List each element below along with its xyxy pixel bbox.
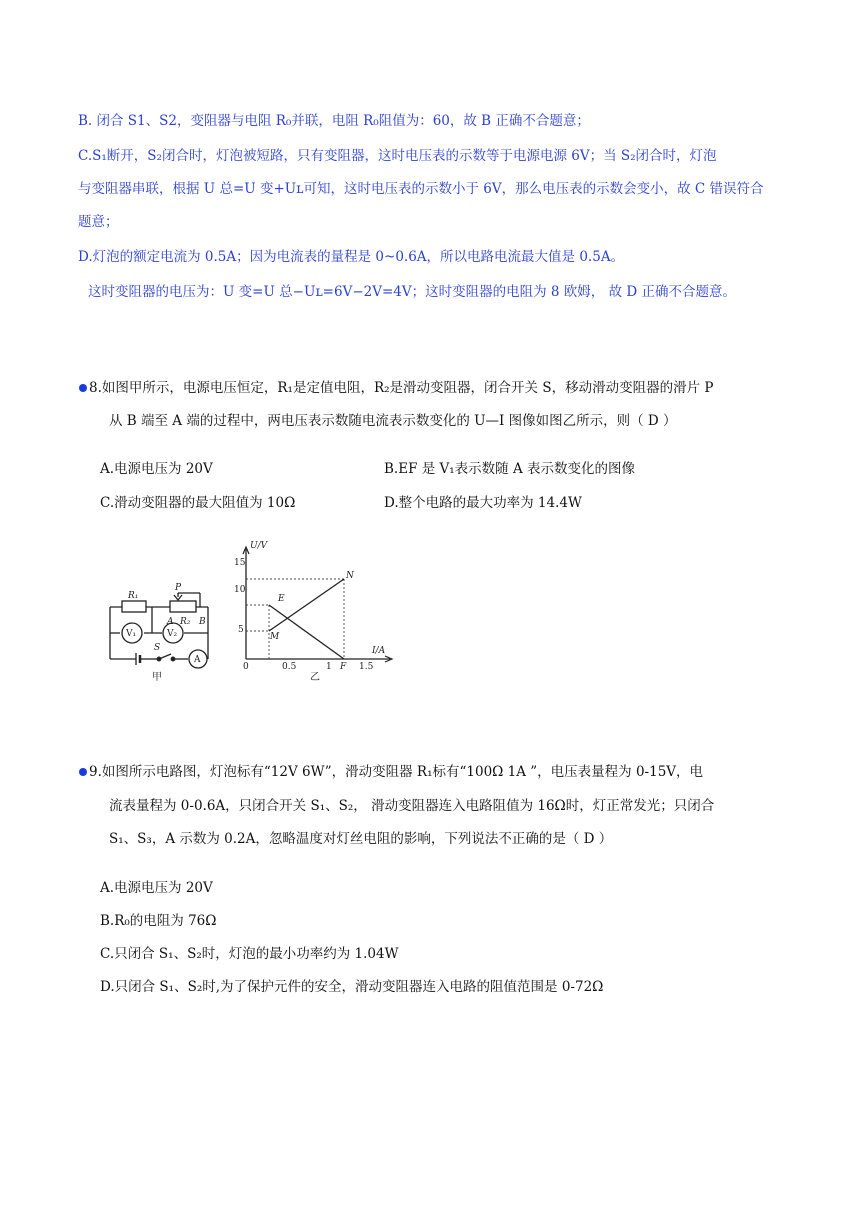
graph-xlabel: I/A	[372, 646, 386, 656]
question-bullet-icon	[79, 384, 87, 392]
q8-ui-graph	[243, 547, 392, 662]
answer-d-line2: 这时变阻器的电压为：U 变=U 总−Uʟ=6V−2V=4V；这时变阻器的电阻为 8 欧姆， 故 D 正确不合题意。	[88, 284, 736, 300]
label-r2: R₂	[180, 617, 191, 627]
q9-stem-line3: S₁、S₃，A 示数为 0.2A，忽略温度对灯丝电阻的影响，下列说法不正确的是（ D ）	[109, 831, 613, 847]
answer-c-line1: C.S₁断开，S₂闭合时，灯泡被短路，只有变阻器，这时电压表的示数等于电源电源 6V；当 S₂闭合时，灯泡	[78, 148, 717, 164]
xtick-1: 1	[326, 662, 332, 672]
q9-option-d: D.只闭合 S₁、S₂时,为了保护元件的安全，滑动变阻器连入电路的阻值范围是 0-72Ω	[100, 979, 604, 995]
label-p: P	[175, 583, 182, 593]
answer-c-line2: 与变阻器串联，根据 U 总=U 变+Uʟ可知，这时电压表的示数小于 6V，那么电压表的示数会变小，故 C 错误符合	[78, 181, 764, 197]
graph-caption: 乙	[310, 672, 320, 683]
line-mn	[269, 579, 344, 631]
label-b: B	[199, 617, 206, 627]
resistor-r2	[170, 601, 196, 612]
q8-option-a: A.电源电压为 20V	[100, 461, 213, 477]
answer-d-line1: D.灯泡的额定电流为 0.5A；因为电流表的量程是 0~0.6A，所以电路电流最大值是 0.5A。	[78, 249, 625, 265]
resistor-r1	[122, 601, 146, 612]
q9-stem-line2: 流表量程为 0-0.6A，只闭合开关 S₁、S₂， 滑动变阻器连入电路阻值为 16Ω时，灯正常发光；只闭合	[109, 798, 715, 814]
line-ef	[269, 605, 344, 659]
ytick-5: 5	[238, 625, 244, 635]
q8-option-b: B.EF 是 V₁表示数随 A 表示数变化的图像	[384, 461, 636, 477]
ytick-15: 15	[234, 558, 246, 568]
label-v2: V₂	[167, 629, 178, 639]
q8-figure	[100, 535, 410, 685]
question-bullet-icon	[79, 768, 87, 776]
xtick-1-5: 1.5	[359, 662, 374, 672]
label-ammeter: A	[194, 655, 201, 665]
circuit-caption: 甲	[152, 672, 162, 683]
q8-stem-line2: 从 B 端至 A 端的过程中，两电压表示数随电流表示数变化的 U—I 图像如图乙所示，则（ D ）	[109, 413, 677, 429]
label-v1: V₁	[126, 629, 137, 639]
xtick-0-5: 0.5	[282, 662, 297, 672]
graph-ylabel: U/V	[250, 541, 268, 551]
q9-stem-line1: 9.如图所示电路图，灯泡标有“12V 6W”，滑动变阻器 R₁标有“100Ω 1A ”，电压表量程为 0-15V，电	[89, 764, 704, 780]
q9-option-c: C.只闭合 S₁、S₂时，灯泡的最小功率约为 1.04W	[100, 946, 399, 962]
point-e: E	[278, 594, 285, 604]
label-a: A	[167, 617, 174, 627]
q8-option-d: D.整个电路的最大功率为 14.4W	[384, 495, 582, 511]
answer-b: B. 闭合 S1、S2，变阻器与电阻 R₀并联，电阻 R₀阻值为：60，故 B 正确不合题意；	[78, 113, 590, 129]
xtick-0: 0	[243, 662, 249, 672]
label-s: S	[154, 643, 161, 653]
ytick-10: 10	[234, 585, 246, 595]
point-f: F	[340, 662, 347, 672]
answer-c-line3: 题意；	[78, 214, 119, 230]
q9-option-b: B.R₀的电阻为 76Ω	[100, 913, 217, 929]
q9-option-a: A.电源电压为 20V	[100, 880, 213, 896]
q8-stem-line1: 8.如图甲所示，电源电压恒定，R₁是定值电阻，R₂是滑动变阻器，闭合开关 S，移动滑动变阻器的滑片 P	[89, 380, 714, 396]
point-n: N	[346, 571, 354, 581]
q8-option-c: C.滑动变阻器的最大阻值为 10Ω	[100, 495, 296, 511]
point-m: M	[270, 632, 280, 642]
label-r1: R₁	[128, 591, 139, 601]
